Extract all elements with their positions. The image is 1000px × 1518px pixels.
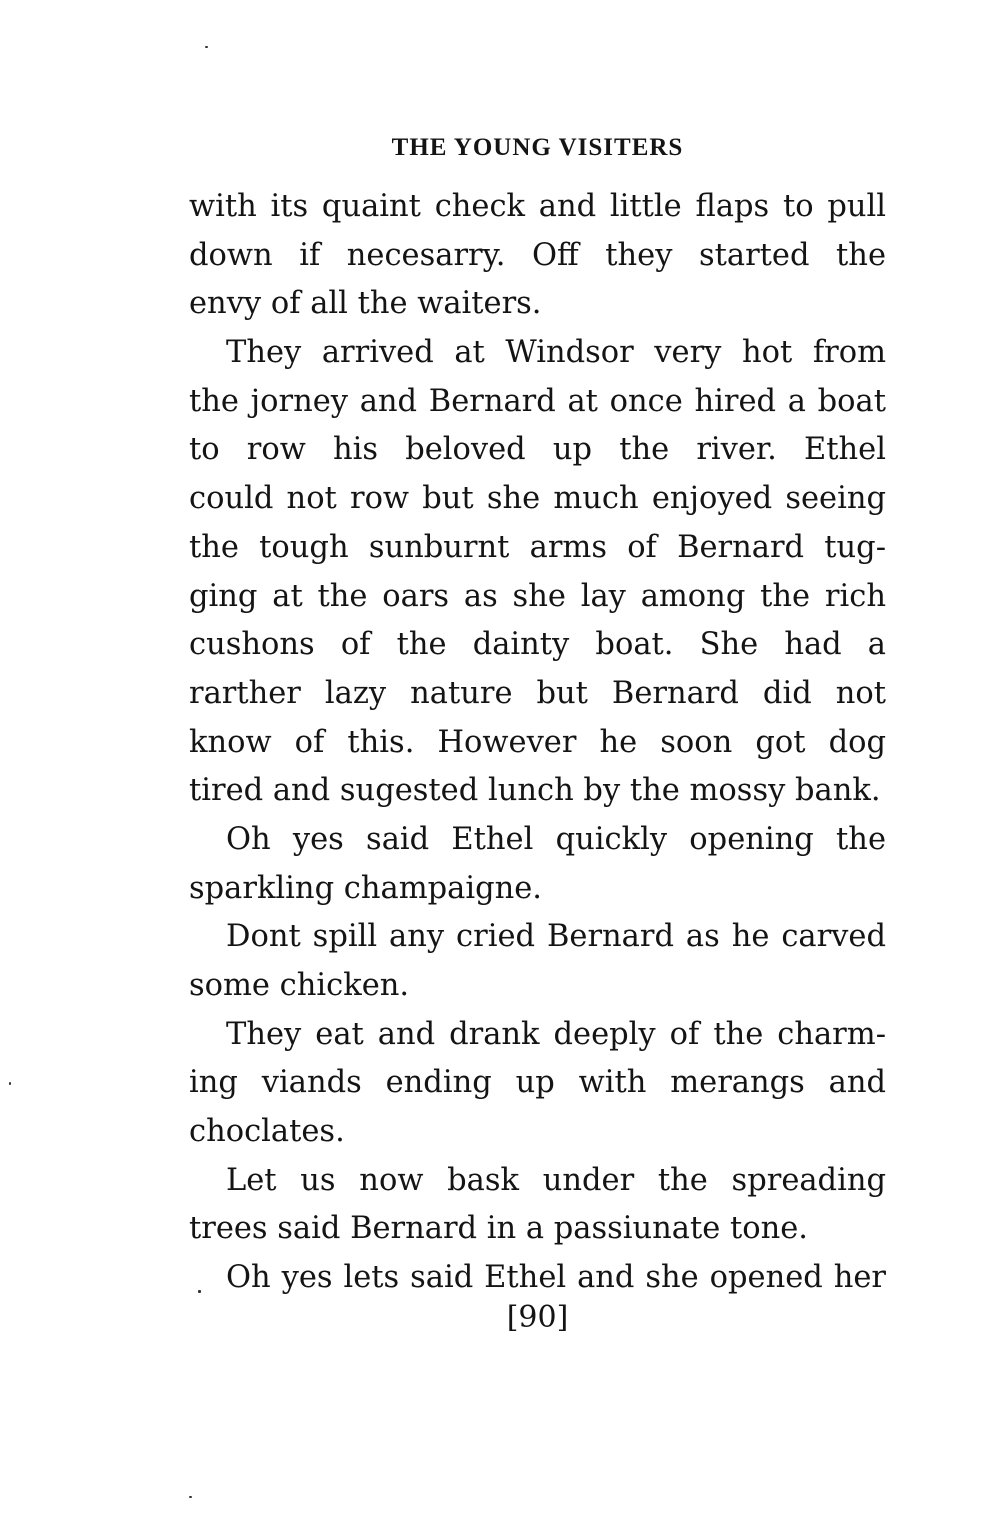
text-line: sparkling champaigne. [189, 870, 542, 906]
page-number: [90] [506, 1300, 569, 1335]
text-line: ging at the oars as she lay among the rich [189, 578, 886, 614]
text-line: rarther lazy nature but Bernard did not [189, 675, 886, 711]
text-line: Dont spill any cried Bernard as he carved [226, 919, 886, 955]
text-line: trees said Bernard in a passiunate tone. [189, 1211, 808, 1247]
text-line: down if necesarry. Off they started the [189, 237, 886, 273]
text-line: the tough sunburnt arms of Bernard tug- [189, 529, 886, 565]
text-line: the jorney and Bernard at once hired a boat [189, 383, 886, 419]
text-line: They arrived at Windsor very hot from [226, 335, 886, 371]
text-line: Oh yes said Ethel quickly opening the [226, 821, 886, 857]
text-line: choclates. [189, 1114, 345, 1150]
page-body-text [189, 183, 886, 1303]
text-line: some chicken. [189, 968, 410, 1003]
scan-speck [189, 1496, 192, 1498]
text-line: tired and sugested lunch by the mossy bank. [189, 773, 881, 809]
text-line: could not row but she much enjoyed seeing [189, 481, 886, 517]
text-line: with its quaint check and little flaps to pull [189, 189, 886, 224]
text-line: Let us now bask under the spreading [226, 1162, 886, 1198]
text-line: ing viands ending up with merangs and [189, 1065, 886, 1101]
text-line: They eat and drank deeply of the charm- [226, 1016, 886, 1052]
text-line: know of this. However he soon got dog [189, 724, 886, 760]
scan-speck [205, 46, 208, 48]
text-line: cushons of the dainty boat. She had a [189, 627, 886, 663]
scan-speck [9, 1082, 11, 1085]
running-title: THE YOUNG VISITERS [391, 134, 684, 161]
text-line: to row his beloved up the river. Ethel [189, 432, 886, 468]
text-line: envy of all the waiters. [189, 286, 542, 322]
scan-speck [198, 1290, 201, 1293]
text-line: Oh yes lets said Ethel and she opened her [226, 1260, 886, 1296]
